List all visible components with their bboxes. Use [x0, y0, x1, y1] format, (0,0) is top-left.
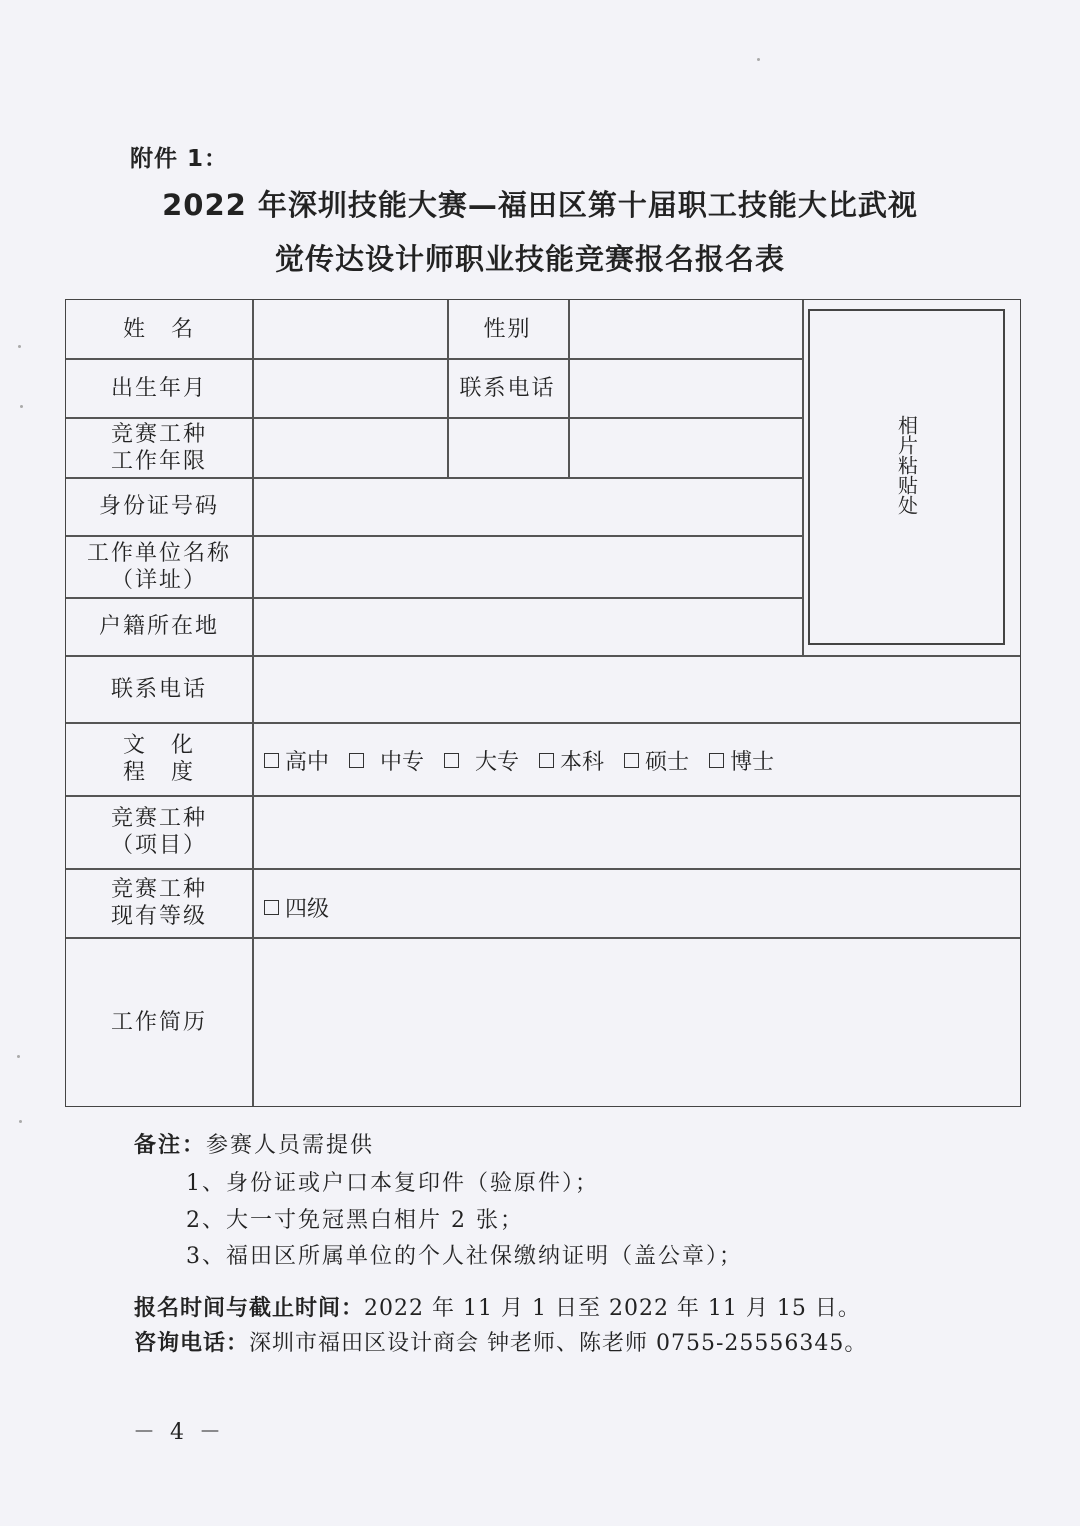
- contact-value: 深圳市福田区设计商会 钟老师、陈老师 0755-25556345。: [249, 1331, 868, 1356]
- years-field[interactable]: [254, 418, 447, 477]
- notes-intro: 参赛人员需提供: [206, 1133, 375, 1158]
- time-label: 报名时间与截止时间：: [134, 1296, 365, 1321]
- birth-label: 出生年月: [110, 375, 207, 401]
- registration-form-table: [65, 299, 1021, 1107]
- checkbox-icon: [709, 753, 724, 768]
- years-label: 竞赛工种 工作年限: [110, 421, 207, 474]
- level-label: 竞赛工种 现有等级: [110, 877, 207, 929]
- employer-field[interactable]: [254, 536, 802, 597]
- checkbox-icon: [264, 900, 279, 915]
- checkbox-icon: [624, 753, 639, 768]
- contact-label: 咨询电话：: [134, 1331, 250, 1356]
- photo-label: 相片粘贴处: [894, 415, 919, 515]
- photo-box[interactable]: [808, 309, 1005, 645]
- notes-label: 备注：: [134, 1133, 207, 1158]
- birth-field[interactable]: [254, 359, 447, 417]
- education-options: [264, 745, 794, 776]
- employer-label: 工作单位名称 （详址）: [86, 540, 231, 593]
- checkbox-icon: [264, 753, 279, 768]
- years-extra-field-2[interactable]: [570, 418, 802, 477]
- resume-label: 工作简历: [110, 1009, 207, 1035]
- checkbox-icon: [539, 753, 554, 768]
- education-option[interactable]: 硕士: [624, 745, 689, 776]
- page-number: － 4 －: [133, 1420, 225, 1445]
- education-option[interactable]: 中专: [349, 745, 424, 776]
- hukou-field[interactable]: [254, 598, 802, 655]
- form-title-line1: 2022 年深圳技能大赛—福田区第十届职工技能大比武视: [162, 188, 918, 222]
- education-option[interactable]: 本科: [539, 745, 604, 776]
- phone-field-top[interactable]: [570, 359, 802, 417]
- note-item: 1、身份证或户口本复印件（验原件）；: [186, 1171, 599, 1196]
- attachment-label: 附件 1：: [130, 146, 229, 172]
- checkbox-icon: [349, 753, 364, 768]
- education-label: 文 化 程 度: [122, 733, 195, 785]
- contact-info: [134, 1326, 867, 1357]
- level-options: [264, 892, 349, 923]
- name-label: 姓 名: [122, 316, 195, 342]
- note-item: 2、大一寸免冠黑白相片 2 张；: [186, 1208, 524, 1233]
- trade-field[interactable]: [254, 796, 1020, 868]
- resume-field[interactable]: [254, 938, 1020, 1106]
- phone-label: 联系电话: [110, 676, 207, 702]
- gender-field[interactable]: [570, 300, 802, 358]
- level-option[interactable]: 四级: [264, 892, 329, 923]
- notes-header: [134, 1128, 374, 1163]
- id-field[interactable]: [254, 478, 802, 535]
- name-field[interactable]: [254, 300, 447, 358]
- trade-label: 竞赛工种 （项目）: [110, 806, 207, 858]
- phone-label-top: 联系电话: [459, 375, 556, 401]
- education-option[interactable]: 高中: [264, 745, 329, 776]
- gender-label: 性别: [483, 316, 532, 342]
- hukou-label: 户籍所在地: [98, 614, 219, 639]
- phone-field[interactable]: [254, 656, 1020, 722]
- years-extra-field[interactable]: [449, 418, 568, 477]
- education-option[interactable]: 大专: [444, 745, 519, 776]
- checkbox-icon: [444, 753, 459, 768]
- registration-time: [134, 1291, 861, 1322]
- id-label: 身份证号码: [98, 494, 219, 519]
- form-title-line2: 觉传达设计师职业技能竞赛报名报名表: [274, 242, 785, 276]
- time-value: 2022 年 11 月 1 日至 2022 年 11 月 15 日。: [364, 1296, 861, 1321]
- education-option[interactable]: 博士: [709, 745, 774, 776]
- note-item: 3、福田区所属单位的个人社保缴纳证明（盖公章）；: [186, 1244, 743, 1269]
